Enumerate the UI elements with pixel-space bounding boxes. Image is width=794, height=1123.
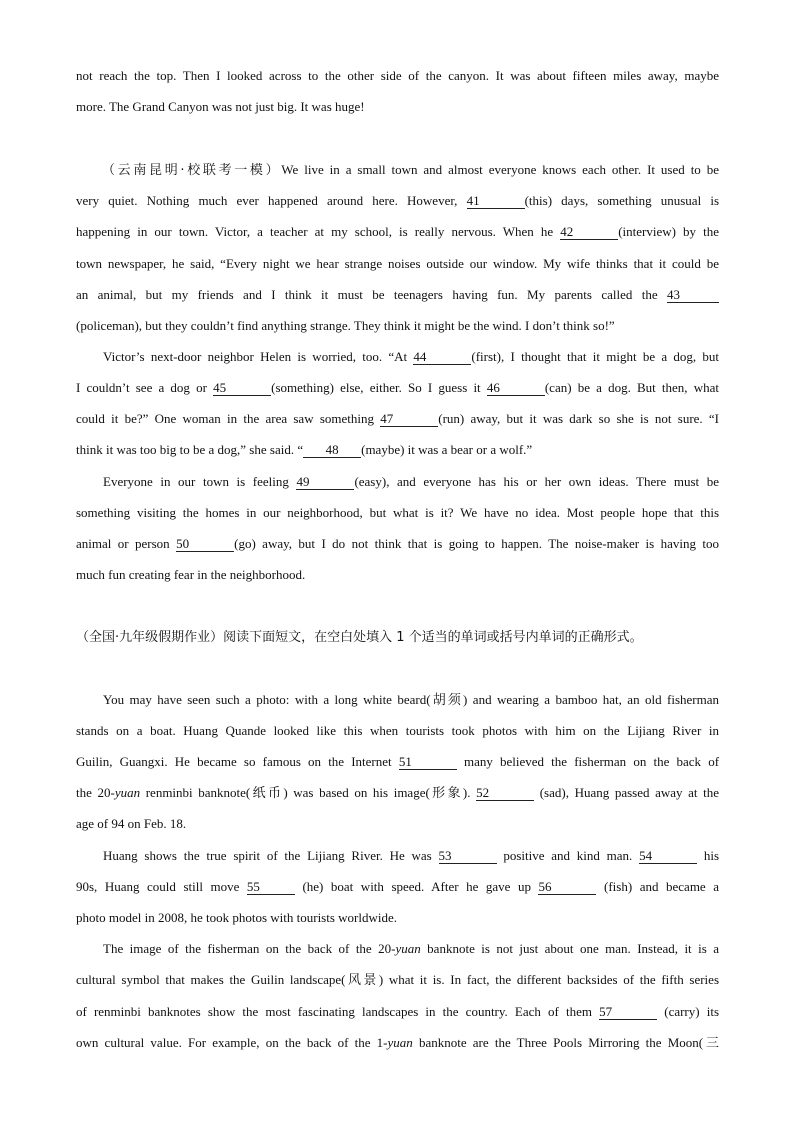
text-span: Everyone in our town is feeling: [103, 474, 289, 489]
text-line: [76, 536, 719, 552]
text-span: (interview) by the: [618, 224, 720, 239]
text-span: renminbi banknote(纸币) was based on his image(形象).: [140, 785, 471, 800]
text-span: happening in our town. Victor, a teacher at my school, is really nervous. When he: [76, 224, 554, 239]
text-line: [76, 692, 719, 708]
blank-46: 46: [487, 381, 545, 396]
text-span: (go) away, but I do not think that is going to happen. The noise-maker is having too: [234, 536, 720, 551]
blank-54: 54: [639, 849, 697, 864]
text-line: [76, 1035, 719, 1051]
text-line: [76, 941, 719, 957]
text-span: The image of the fisherman on the back of the 20-: [103, 941, 396, 956]
text-line: photo model in 2008, he took photos with tourists worldwide.: [76, 910, 398, 925]
text-span: (carry) its: [664, 1004, 719, 1019]
text-span: (easy), and everyone has his or her own ideas. There must be: [354, 474, 720, 489]
blank-53: 53: [439, 849, 497, 864]
exercise-instruction: （全国·九年级假期作业）阅读下面短文，在空白处填入 1 个适当的单词或括号内单词的正确形式。: [76, 630, 643, 645]
text-span: (this) days, something unusual is: [524, 193, 720, 208]
text-span: (he) boat with speed. After he gave up: [302, 879, 531, 894]
text-line: [76, 349, 719, 365]
text-line: [76, 848, 719, 864]
text-span: could it be?” One woman in the area saw something: [76, 411, 374, 426]
text-span: own cultural value. For example, on the back of the 1-: [76, 1035, 388, 1050]
text-line: [76, 879, 719, 895]
text-span: his: [703, 848, 720, 863]
text-line: much fun creating fear in the neighborhood.: [76, 567, 306, 582]
text-line: cultural symbol that makes the Guilin landscape(风景) what it is. In fact, the different backsides of the fifth series: [76, 972, 719, 987]
text-line: [76, 380, 719, 396]
blank-56: 56: [538, 880, 596, 895]
text-span: (run) away, but it was dark so she is not sure. “I: [438, 411, 720, 426]
text-span: positive and kind man.: [503, 848, 633, 863]
text-line: more. The Grand Canyon was not just big. It was huge!: [76, 99, 365, 114]
blank-51: 51: [399, 755, 457, 770]
text-line: [76, 162, 719, 179]
text-span: 90s, Huang could still move: [76, 879, 240, 894]
text-line: not reach the top. Then I looked across to the other side of the canyon. It was about fifteen miles away, maybe: [76, 68, 719, 83]
text-span: (something) else, either. So I guess it: [271, 380, 481, 395]
text-line: [76, 411, 719, 427]
blank-55: 55: [247, 880, 295, 895]
text-line: [76, 1004, 719, 1020]
text-span: think it was too big to be a dog,” she said. “: [76, 442, 304, 457]
text-line: town newspaper, he said, “Every night we hear strange noises outside our window. My wife thinks that it could be: [76, 256, 719, 271]
text-line: stands on a boat. Huang Quande looked like this when tourists took photos with him on the Lijiang River in: [76, 723, 719, 738]
text-span: animal or person: [76, 536, 170, 551]
text-span: Victor’s next-door neighbor Helen is worried, too. “At: [103, 349, 408, 364]
blank-50: 50: [176, 537, 234, 552]
text-span: Guilin, Guangxi. He became so famous on the Internet: [76, 754, 392, 769]
blank-52: 52: [476, 786, 534, 801]
text-span: (can) be a dog. But then, what: [544, 380, 719, 395]
text-span: of renminbi banknotes show the most fascinating landscapes in the country. Each of them: [76, 1004, 592, 1019]
text-span: yuan: [114, 785, 141, 800]
text-line: [76, 474, 719, 490]
blank-42: 42: [560, 225, 618, 240]
blank-41: 41: [467, 194, 525, 209]
blank-44: 44: [413, 350, 471, 365]
blank-49: 49: [296, 475, 354, 490]
text-line: [76, 442, 719, 458]
blank-57: 57: [599, 1005, 657, 1020]
text-line: something visiting the homes in our neighborhood, but what is it? We have no idea. Most people hope that this: [76, 505, 719, 520]
text-span: an animal, but my friends and I think it must be teenagers having fun. My parents called the: [76, 287, 658, 302]
text-span: very quiet. Nothing much ever happened around here. However,: [76, 193, 458, 208]
text-span: banknote are the Three Pools Mirroring the Moon(三: [412, 1035, 719, 1050]
text-line: [76, 224, 719, 240]
blank-47: 47: [380, 412, 438, 427]
text-span: You may have seen such a photo: with a long white beard(胡须) and wearing a bamboo hat, an old fisherman: [103, 692, 719, 707]
blank-43: 43: [667, 288, 719, 303]
text-line: [76, 287, 719, 303]
text-line: [76, 785, 719, 801]
text-span: We live in a small town and almost everyone knows each other. It used to be: [281, 162, 720, 177]
text-line: [76, 193, 719, 209]
source-label: （云南昆明·校联考一模）: [102, 163, 282, 178]
text-span: (maybe) it was a bear or a wolf.”: [361, 442, 533, 457]
text-span: yuan: [387, 1035, 413, 1050]
text-span: I couldn’t see a dog or: [76, 380, 207, 395]
text-span: yuan: [395, 941, 421, 956]
text-span: the 20-: [76, 785, 115, 800]
blank-45: 45: [213, 381, 271, 396]
text-line: age of 94 on Feb. 18.: [76, 816, 187, 831]
text-span: Huang shows the true spirit of the Lijiang River. He was: [103, 848, 432, 863]
text-span: many believed the fisherman on the back of: [463, 754, 720, 769]
text-span: (sad), Huang passed away at the: [539, 785, 720, 800]
text-span: banknote is not just about one man. Instead, it is a: [420, 941, 719, 956]
text-span: (first), I thought that it might be a dog, but: [471, 349, 720, 364]
blank-48: 48: [303, 443, 361, 458]
text-span: (fish) and became a: [604, 879, 719, 894]
text-line: (policeman), but they couldn’t find anything strange. They think it might be the wind. I don’t think so!”: [76, 318, 615, 333]
text-line: [76, 754, 719, 770]
